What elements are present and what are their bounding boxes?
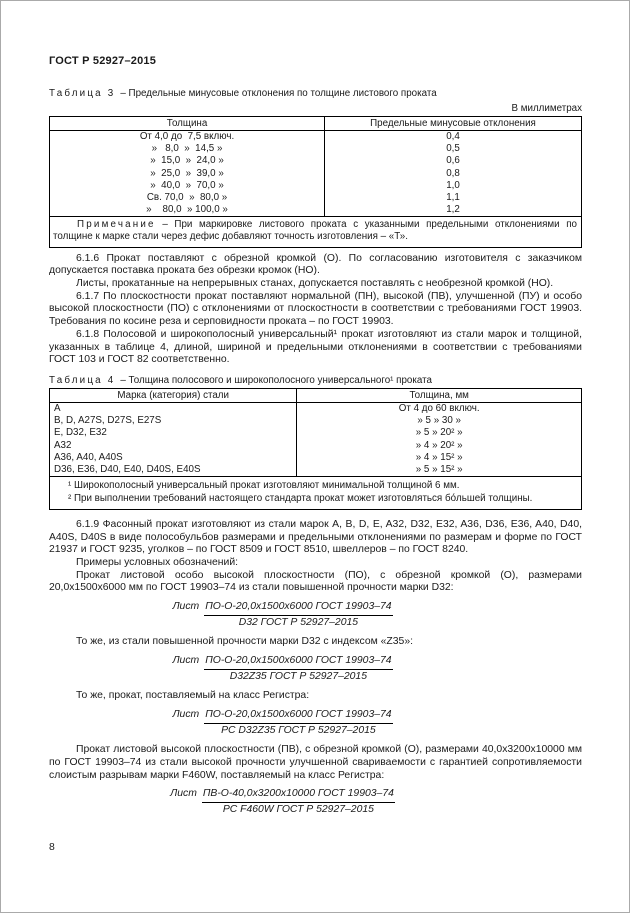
page [1,1,629,912]
table-row [50,464,582,477]
designation-numerator: ПВ-О-40,0х3200х10000 ГОСТ 19903–74 [202,788,395,803]
table-row [50,402,582,415]
document-title: ГОСТ Р 52927–2015 [49,55,157,67]
steel-grade: А [50,402,297,415]
units-note: В миллиметрах [511,103,582,114]
table3-header-row [50,117,582,131]
table3-col-thickness: Толщина [50,117,325,131]
table3-note-row [50,217,582,247]
thickness-range: » 4 » 20² » [415,439,463,451]
designation-denominator: D32 ГОСТ Р 52927–2015 [238,616,359,628]
formula-prefix: Лист [172,655,200,667]
table3-note [50,217,582,247]
examples-heading: Примеры условных обозначений: [76,557,239,569]
table-row [50,143,582,155]
thickness-range: » 8,0 » 14,5 » [151,143,223,155]
thickness-range: » 5 » 20² » [415,427,463,439]
example-1-intro: Прокат листовой особо высокой плоскостности (ПО), с обрезной кромкой (О), размерами 20,0х1500х6000 мм по ГОСТ 19903–74 из стали повышенной прочности марки D32: [49,569,582,594]
designation-denominator: D32Z35 ГОСТ Р 52927–2015 [229,670,367,682]
thickness-range: От 4 до 60 включ. [398,402,480,414]
table4-strip-thickness [49,388,582,510]
thickness-range: » 80,0 » 100,0 » [146,204,228,216]
table3-caption [49,88,582,99]
designation-numerator: ПО-О-20,0х1500х6000 ГОСТ 19903–74 [204,655,392,670]
steel-grade: E, D32, E32 [50,427,297,439]
table4-caption [49,375,582,386]
thickness-range: » 4 » 15² » [415,451,463,463]
deviation-value: 0,5 [446,143,460,155]
note-label: Примечание [77,219,156,231]
example-3-intro: То же, прокат, поставляемый на класс Регистра: [76,690,310,702]
table4-col-thickness: Толщина, мм [297,388,582,402]
table-row [50,180,582,192]
table4-caption-title: – Толщина полосового и широкополосного универсального¹ проката [120,374,432,386]
steel-grade: D36, E36, D40, E40, D40S, E40S [50,464,297,477]
table-row [50,440,582,452]
designation-numerator: ПО-О-20,0х1500х6000 ГОСТ 19903–74 [204,601,392,616]
example-2-intro: То же, из стали повышенной прочности марки D32 с индексом «Z35»: [76,636,413,648]
steel-grade: A36, A40, A40S [50,452,297,464]
table3-caption-label: Таблица 3 [49,88,116,99]
paragraph-6-1-7: 6.1.7 По плоскостности прокат поставляют нормальной (ПН), высокой (ПВ), улучшенной (ПУ) и особо высокой плоскостности (ПО) с отклонениями от плоскостности в соответствии с требованиями ГОСТ 19903. Требования по косине реза и серповидности проката – по ГОСТ 19903. [49,290,582,328]
deviation-value: 0,4 [446,131,460,142]
note-text: – При маркировке листового проката с указанными предельными отклонениями по толщине к марке стали через дефис добавляют точность изготовления – «Т». [53,219,577,243]
thickness-range: » 5 » 30 » [417,415,461,427]
formula-prefix: Лист [172,708,200,720]
footnote-2: ² При выполнении требований настоящего стандарта прокат может изготовляться бо́льшей толщины. [68,492,533,504]
table-row [50,452,582,464]
table-row [50,131,582,144]
deviation-value: 1,2 [446,204,460,216]
thickness-range: От 4,0 до 7,5 включ. [139,131,235,142]
paragraph-6-1-6: 6.1.6 Прокат поставляют с обрезной кромкой (О). По согласованию изготовителя с заказчиком допускается поставка проката без обрезки кромок (НО). [49,252,582,277]
table-row [50,155,582,167]
table4-footnotes-row [50,477,582,510]
designation-example-1 [16,601,549,629]
designation-denominator: РС D32Z35 ГОСТ Р 52927–2015 [221,724,376,736]
table4-col-grade: Марка (категория) стали [50,388,297,402]
example-4-intro: Прокат листовой высокой плоскостности (ПВ), с обрезной кромкой (О), размерами 40,0х3200х10000 мм по ГОСТ 19903–74 из стали высокой прочности улучшенной свариваемости с гарантией сопротивляемости слоистым разрывам марки F460W, поставляемый на класс Регистра: [49,744,582,781]
designation-example-3 [16,709,549,737]
deviation-value: 0,6 [446,155,460,167]
deviation-value: 1,0 [446,179,460,191]
deviation-value: 0,8 [446,167,460,179]
footnote-1: ¹ Широкополосный универсальный прокат изготовляют минимальной толщиной 6 мм. [68,480,460,492]
designation-denominator: РС F460W ГОСТ Р 52927–2015 [222,803,374,815]
formula-prefix: Лист [172,601,200,613]
page-number: 8 [49,842,55,853]
table-row [50,204,582,217]
paragraph-6-1-9: 6.1.9 Фасонный прокат изготовляют из стали марок A, B, D, E, A32, D32, E32, A36, D36, E36, A40, D40, A40S, D40S в виде полособульбов размерами и предельными отклонениями по размерам и форме по ГОСТ 21937 и ГОСТ 9235, уголков – по ГОСТ 8509 и ГОСТ 8510, швеллеров – по ГОСТ 8240. [49,518,582,556]
table4-header-row [50,388,582,402]
thickness-range: » 25,0 » 39,0 » [150,167,224,179]
designation-numerator: ПО-О-20,0х1500х6000 ГОСТ 19903–74 [204,709,392,724]
table3-thickness-deviations [49,116,582,248]
table3-col-deviation: Предельные минусовые отклонения [325,117,582,131]
thickness-range: » 15,0 » 24,0 » [150,155,224,167]
table-row [50,415,582,427]
table3-caption-title: – Предельные минусовые отклонения по толщине листового проката [120,88,437,99]
deviation-value: 1,1 [446,192,460,204]
formula-prefix: Лист [170,788,197,800]
paragraph-6-1-8: 6.1.8 Полосовой и широкополосный универсальный¹ прокат изготовляют из стали марок и толщиной, указанных в таблице 4, длиной, шириной и предельными отклонениями в соответствии с требованиями ГОСТ 103 и ГОСТ 82 соответственно. [49,328,582,366]
table-row [50,168,582,180]
steel-grade: B, D, A27S, D27S, E27S [50,415,297,427]
thickness-range: » 5 » 15² » [415,463,463,475]
designation-example-2 [16,655,549,683]
paragraph-6-1-6b: Листы, прокатанные на непрерывных станах, допускается поставлять с необрезной кромкой (НО). [76,278,554,290]
steel-grade: A32 [50,440,297,452]
table4-caption-label: Таблица 4 [49,374,116,386]
table-row [50,192,582,204]
thickness-range: » 40,0 » 70,0 » [150,179,224,191]
table-row [50,427,582,439]
thickness-range: Св. 70,0 » 80,0 » [146,192,228,204]
designation-example-4 [16,788,549,816]
